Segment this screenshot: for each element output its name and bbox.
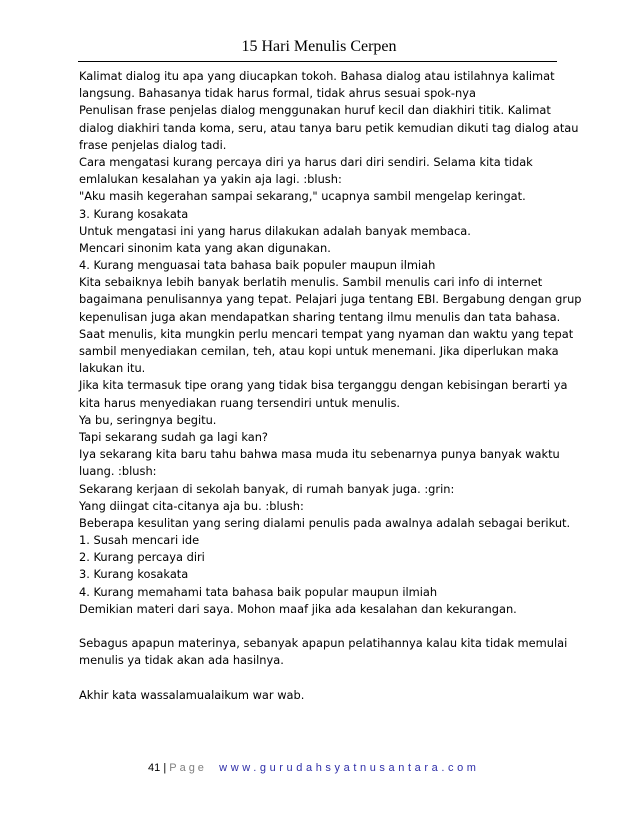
body-text-line: lakukan itu. (79, 361, 146, 376)
body-text-line: Ya bu, seringnya begitu. (79, 412, 217, 427)
page-footer (148, 762, 480, 774)
body-text-line: frase penjelas dialog tadi. (79, 137, 227, 152)
page-number: 41 (148, 762, 161, 774)
body-text-line: 4. Kurang menguasai tata bahasa baik populer maupun ilmiah (79, 258, 436, 273)
body-text-line: Beberapa kesulitan yang sering dialami penulis pada awalnya adalah sebagai berikut. (79, 515, 571, 530)
body-text-line: 3. Kurang kosakata (79, 206, 189, 221)
body-text-line: Demikian materi dari saya. Mohon maaf jika ada kesalahan dan kekurangan. (79, 601, 517, 616)
body-text (79, 68, 582, 618)
closing-text-line: Sebagus apapun materinya, sebanyak apapun pelatihannya kalau kita tidak memulai (79, 636, 568, 651)
body-text-line: dialog diakhiri tanda koma, seru, atau tanya baru petik kemudian dikuti tag dialog atau (79, 120, 579, 135)
paragraph-gap (79, 618, 559, 635)
body-text-line: Iya sekarang kita baru tahu bahwa masa muda itu sebenarnya punya banyak waktu (79, 447, 560, 462)
body-text-line: 3. Kurang kosakata (79, 567, 189, 582)
body-text-line: Kalimat dialog itu apa yang diucapkan tokoh. Bahasa dialog atau istilahnya kalimat (79, 69, 555, 83)
footer-separator: | (163, 762, 167, 774)
farewell-line: Akhir kata wassalamualaikum war wab. (79, 687, 305, 702)
paragraph-gap (79, 670, 559, 687)
body-text-line: bagaimana penulisannya yang tepat. Pelajari juga tentang EBI. Bergabung dengan grup (79, 292, 582, 307)
body-text-line: "Aku masih kegerahan sampai sekarang," ucapnya sambil mengelap keringat. (79, 189, 526, 204)
body-text-line: langsung. Bahasanya tidak harus formal, tidak ahrus sesuai spok-nya (79, 86, 476, 101)
body-text-line: Sekarang kerjaan di sekolah banyak, di rumah banyak juga. :grin: (79, 481, 455, 496)
page-body (79, 68, 582, 704)
body-text-line: Jika kita termasuk tipe orang yang tidak bisa terganggu dengan kebisingan berarti ya (79, 378, 568, 393)
body-text-line: Yang diingat cita-citanya aja bu. :blush: (79, 498, 304, 513)
body-text-line: Cara mengatasi kurang percaya diri ya harus dari diri sendiri. Selama kita tidak (79, 154, 533, 169)
body-text-line: Kita sebaiknya lebih banyak berlatih menulis. Sambil menulis cari info di internet (79, 275, 543, 290)
body-text-line: Mencari sinonim kata yang akan digunakan. (79, 240, 331, 255)
page-label: Page (169, 762, 207, 774)
body-text-line: 1. Susah mencari ide (79, 533, 200, 548)
body-text-line: Saat menulis, kita mungkin perlu mencari tempat yang nyaman dan waktu yang tepat (79, 326, 574, 341)
body-text-line: Untuk mengatasi ini yang harus dilakukan adalah banyak membaca. (79, 223, 471, 238)
body-text-line: 2. Kurang percaya diri (79, 550, 205, 565)
body-text-line: sambil menyediakan cemilan, teh, atau kopi untuk menemani. Jika diperlukan maka (79, 344, 559, 358)
page-header-title: 15 Hari Menulis Cerpen (241, 38, 397, 55)
closing-paragraph (79, 635, 568, 669)
body-text-line: kita harus menyediakan ruang tersendiri untuk menulis. (79, 395, 401, 410)
website-link[interactable]: www.gurudahsyatnusantara.com (219, 762, 480, 774)
body-text-line: kepenulisan juga akan mendapatkan sharing tentang ilmu menulis dan tata bahasa. (79, 309, 561, 324)
body-text-line: 4. Kurang memahami tata bahasa baik popular maupun ilmiah (79, 584, 438, 599)
closing-text-line: menulis ya tidak akan ada hasilnya. (79, 653, 284, 668)
body-text-line: Penulisan frase penjelas dialog menggunakan huruf kecil dan diakhiri titik. Kalimat (79, 103, 551, 118)
body-text-line: emlalukan kesalahan ya yakin aja lagi. :blush: (79, 172, 342, 187)
header-divider (78, 61, 557, 62)
body-text-line: Tapi sekarang sudah ga lagi kan? (79, 429, 268, 444)
body-text-line: luang. :blush: (79, 464, 157, 479)
